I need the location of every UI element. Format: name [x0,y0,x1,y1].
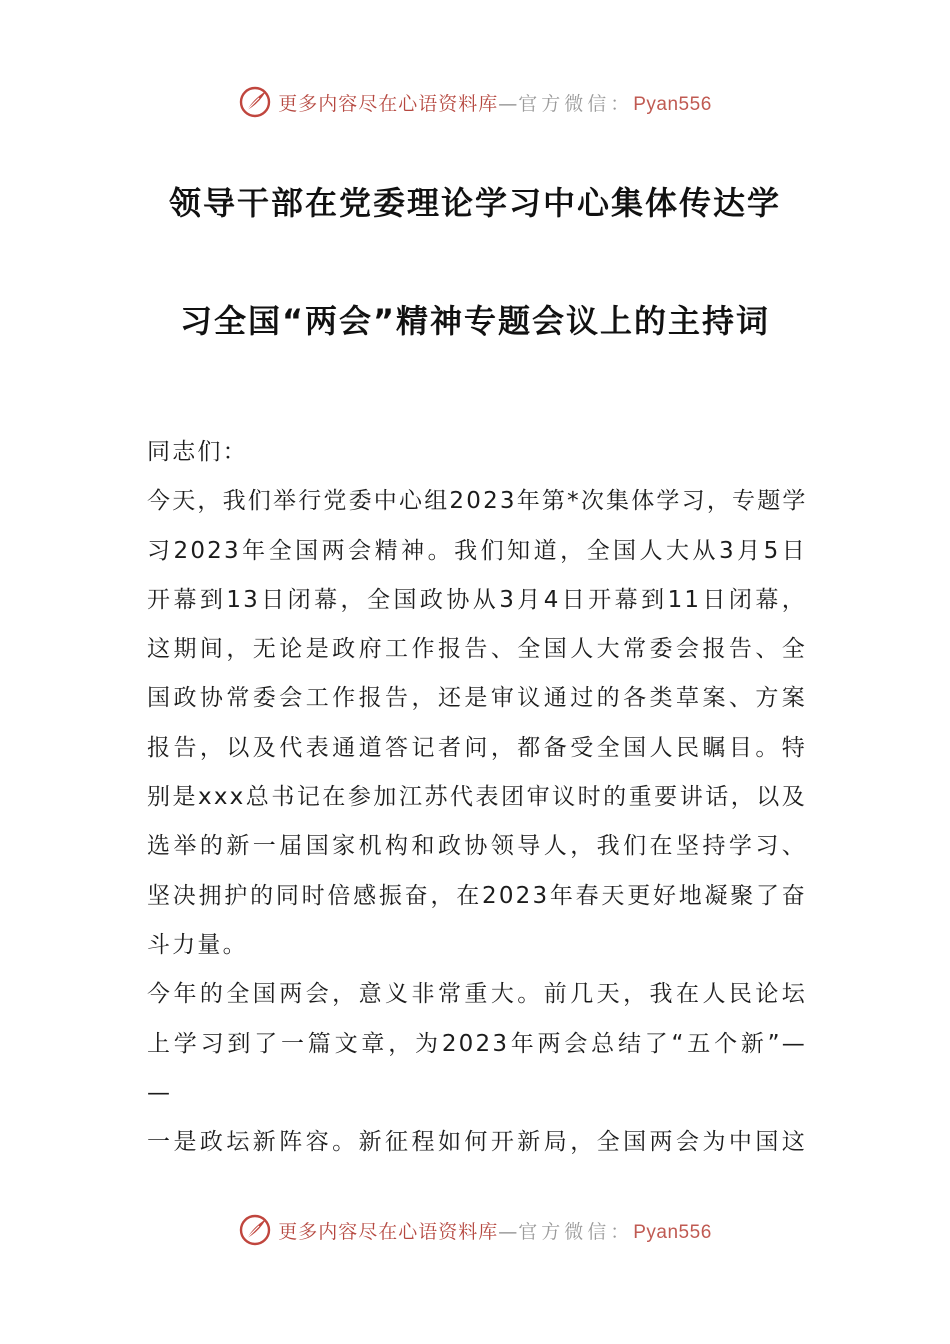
body-line: 习2023年全国两会精神。我们知道，全国人大从3月5日 [147,537,807,564]
body-line: 一是政坛新阵容。新征程如何开新局，全国两会为中国这 [147,1129,807,1156]
watermark-site: 更多内容尽在心语资料库 [278,1220,499,1243]
feather-pen-icon [238,1213,272,1247]
watermark-site: 更多内容尽在心语资料库 [278,92,499,115]
body-line: 开幕到13日闭幕，全国政协从3月4日开幕到11日闭幕， [147,586,807,613]
watermark-wechat-id: Pyan556 [633,1221,712,1243]
body-line: 国政协常委会工作报告，还是审议通过的各类草案、方案 [147,685,807,712]
document-title-line-2: 习全国“两会”精神专题会议上的主持词 [179,302,771,340]
body-line: — [147,1079,173,1106]
header-watermark [0,82,950,122]
body-line: 上学习到了一篇文章，为2023年两会总结了“五个新”— [147,1030,807,1057]
document-title-line-1: 领导干部在党委理论学习中心集体传达学 [168,184,781,222]
body-line: 今年的全国两会，意义非常重大。前几天，我在人民论坛 [147,981,807,1008]
watermark-dash: — [498,92,519,115]
watermark-wechat-label: 官方微信： [518,1220,634,1243]
watermark-wechat-id: Pyan556 [633,93,712,115]
body-line: 选举的新一届国家机构和政协领导人，我们在坚持学习、 [147,833,807,860]
document-body [147,428,807,1167]
body-line: 坚决拥护的同时倍感振奋，在2023年春天更好地凝聚了奋 [147,882,807,909]
watermark-dash: — [498,1220,519,1243]
body-line: 报告，以及代表通道答记者问，都备受全国人民瞩目。特 [147,734,807,761]
feather-pen-icon [238,85,272,119]
footer-watermark [0,1210,950,1250]
body-line: 今天，我们举行党委中心组2023年第*次集体学习，专题学 [147,488,808,515]
body-line: 别是xxx总书记在参加江苏代表团审议时的重要讲话，以及 [147,784,807,811]
watermark-wechat-label: 官方微信： [518,92,634,115]
watermark-text [278,1217,712,1244]
body-line: 斗力量。 [147,931,248,958]
watermark-text [278,89,712,116]
body-line: 同志们： [147,439,248,465]
body-line: 这期间，无论是政府工作报告、全国人大常委会报告、全 [147,636,807,663]
